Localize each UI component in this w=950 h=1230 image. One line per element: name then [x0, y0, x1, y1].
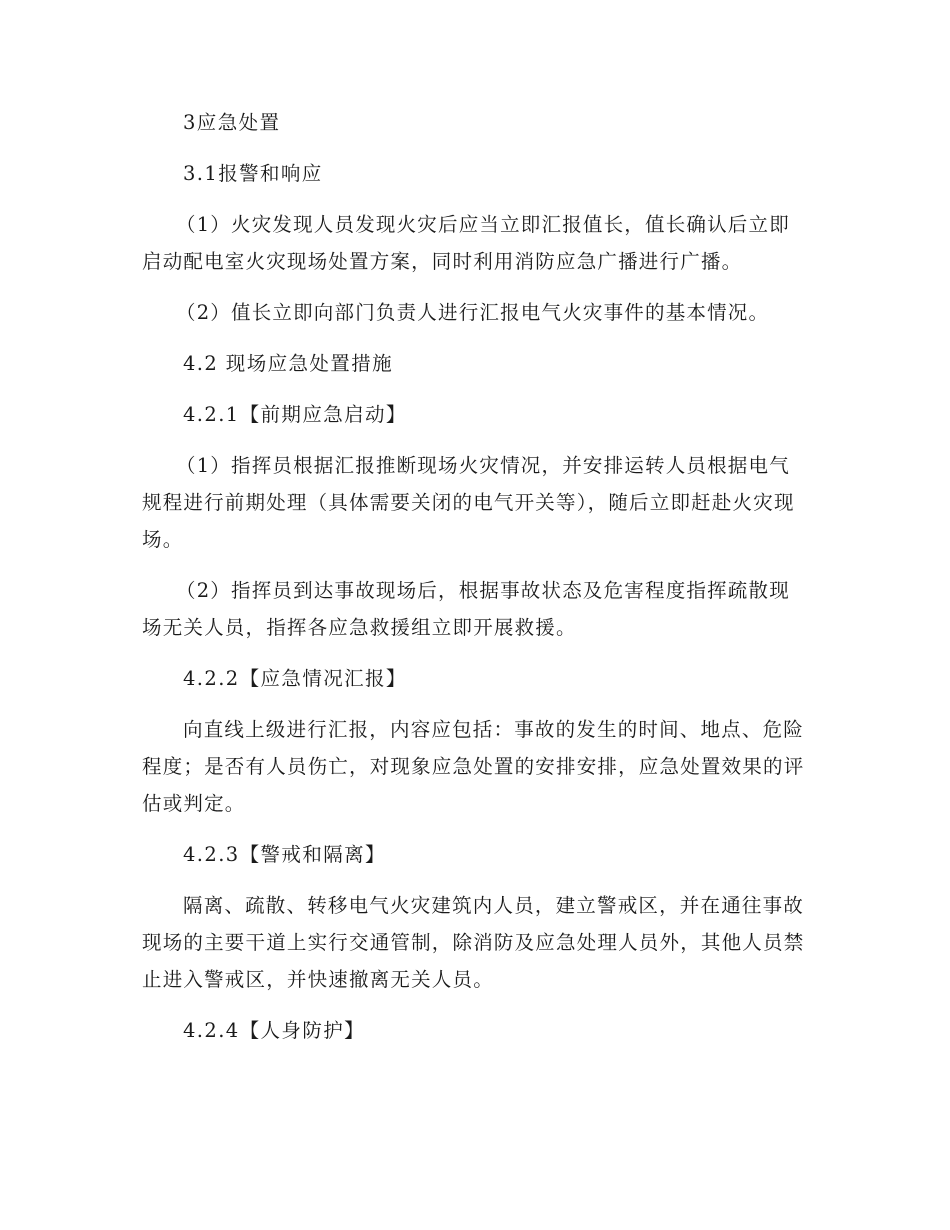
- document-body: [142, 104, 806, 1063]
- list-item-report-fire: （1）火灾发现人员发现火灾后应当立即汇报值长，值长确认后立即启动配电室火灾现场处置方案，同时利用消防应急广播进行广播。: [142, 213, 790, 273]
- subsection-heading-onsite-measures: 4.2 现场应急处置措施: [183, 352, 394, 375]
- body-paragraph-report-content: 向直线上级进行汇报，内容应包括：事故的发生的时间、地点、危险程度；是否有人员伤亡，对现象应急处置的安排安排，应急处置效果的评估或判定。: [142, 718, 805, 815]
- body-paragraph-isolation: 隔离、疏散、转移电气火灾建筑内人员，建立警戒区，并在通往事故现场的主要干道上实行交通管制，除消防及应急处理人员外，其他人员禁止进入警戒区，并快速撤离无关人员。: [142, 894, 805, 991]
- list-item-commander-evacuate: （2）指挥员到达事故现场后，根据事故状态及危害程度指挥疏散现场无关人员，指挥各应急救援组立即开展救援。: [142, 579, 790, 639]
- subsection-heading-cordon-isolation: 4.2.3【警戒和隔离】: [183, 843, 386, 866]
- subsection-heading-alarm-response: 3.1报警和响应: [183, 162, 323, 185]
- subsection-heading-situation-report: 4.2.2【应急情况汇报】: [183, 667, 407, 690]
- subsection-heading-initial-startup: 4.2.1【前期应急启动】: [183, 403, 407, 426]
- list-item-report-department: （2）值长立即向部门负责人进行汇报电气火灾事件的基本情况。: [176, 301, 770, 324]
- list-item-commander-assess: （1）指挥员根据汇报推断现场火灾情况，并安排运转人员根据电气规程进行前期处理（具体需要关闭的电气开关等），随后立即赶赴火灾现场。: [142, 454, 795, 551]
- section-heading-emergency-disposal: 3应急处置: [183, 111, 281, 134]
- subsection-heading-personal-protection: 4.2.4【人身防护】: [183, 1019, 366, 1042]
